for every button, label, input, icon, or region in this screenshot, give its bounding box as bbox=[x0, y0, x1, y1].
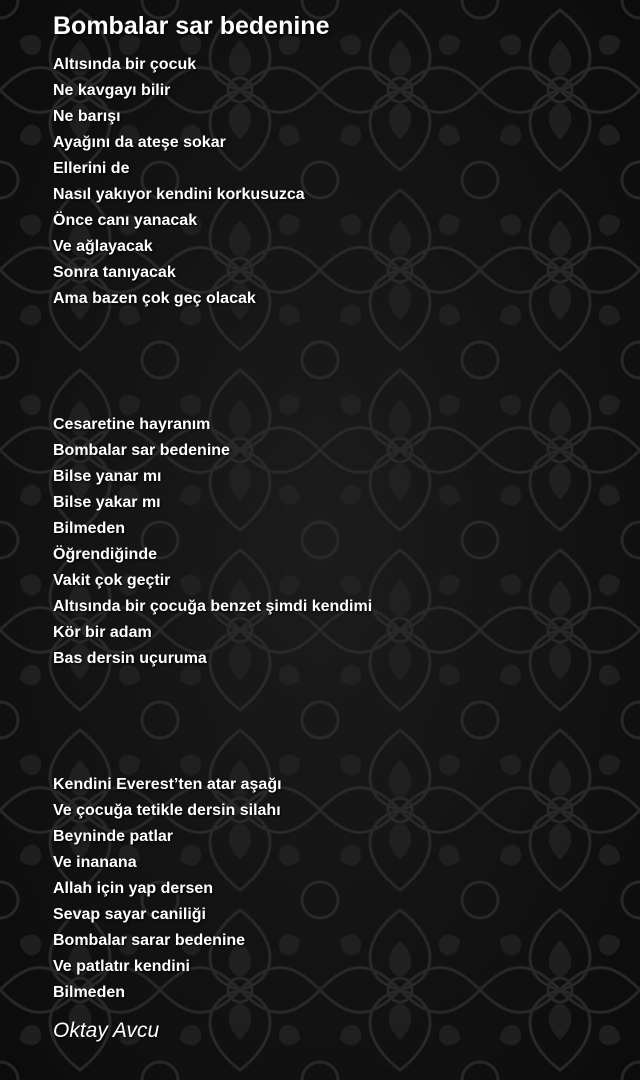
poem-line: Bas dersin uçuruma bbox=[53, 650, 207, 667]
poem-line: Bilmeden bbox=[53, 984, 126, 1001]
poem-line: Kendini Everest’ten atar aşağı bbox=[53, 776, 282, 793]
poem-title: Bombalar sar bedenine bbox=[53, 12, 330, 40]
poem-author: Oktay Avcu bbox=[53, 1019, 160, 1042]
poem-line: Ayağını da ateşe sokar bbox=[53, 134, 226, 151]
poem-line: Ellerini de bbox=[53, 160, 130, 177]
poem-line: Öğrendiğinde bbox=[53, 546, 157, 563]
poem-line: Ne barışı bbox=[53, 108, 121, 125]
poem-line: Ve çocuğa tetikle dersin silahı bbox=[53, 802, 281, 819]
poem-line: Ve ağlayacak bbox=[53, 238, 153, 255]
poem-line: Ve inanana bbox=[53, 854, 137, 871]
poem-line: Bilse yanar mı bbox=[53, 468, 162, 485]
stanza-gap bbox=[53, 312, 633, 412]
poem-line: Önce canı yanacak bbox=[53, 212, 198, 229]
poem-line: Sonra tanıyacak bbox=[53, 264, 176, 281]
poem-line: Sevap sayar caniliği bbox=[53, 906, 206, 923]
poem-line: Bombalar sarar bedenine bbox=[53, 932, 246, 949]
poem-line: Ama bazen çok geç olacak bbox=[53, 290, 256, 307]
poem-line: Nasıl yakıyor kendini korkusuzca bbox=[53, 186, 305, 203]
poem-line: Bombalar sar bedenine bbox=[53, 442, 230, 459]
poem-line: Ve patlatır kendini bbox=[53, 958, 190, 975]
poem-line: Bilmeden bbox=[53, 520, 126, 537]
poem-line: Vakit çok geçtir bbox=[53, 572, 171, 589]
stanza-3 bbox=[53, 772, 633, 1006]
stanza-gap bbox=[53, 672, 633, 772]
poem-container bbox=[53, 10, 633, 1046]
poem-line: Altısında bir çocuğa benzet şimdi kendimi bbox=[53, 598, 373, 615]
poem-line: Kör bir adam bbox=[53, 624, 152, 641]
stanza-1 bbox=[53, 52, 633, 312]
stanza-2 bbox=[53, 412, 633, 672]
poem-line: Ne kavgayı bilir bbox=[53, 82, 171, 99]
poem-line: Bilse yakar mı bbox=[53, 494, 161, 511]
poem-line: Beyninde patlar bbox=[53, 828, 174, 845]
poem-line: Allah için yap dersen bbox=[53, 880, 214, 897]
poem-line: Cesaretine hayranım bbox=[53, 416, 211, 433]
poem-line: Altısında bir çocuk bbox=[53, 56, 197, 73]
